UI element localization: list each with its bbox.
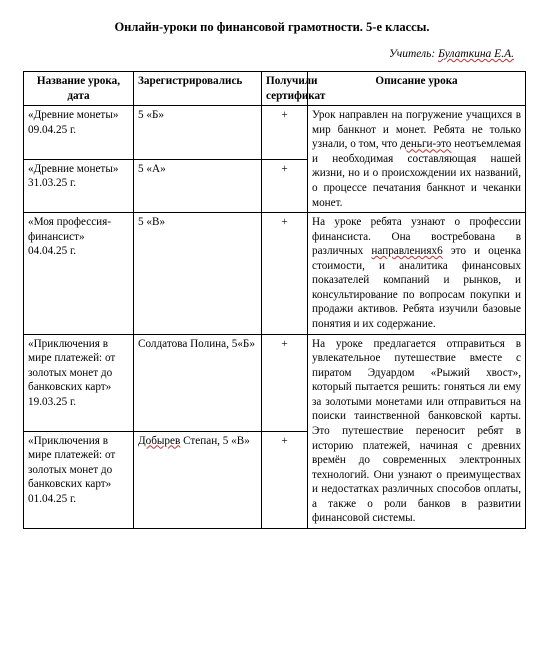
- registered-cell: Солдатова Полина, 5«Б»: [134, 334, 262, 431]
- lesson-cell: [24, 106, 134, 159]
- header-certificate: Получили сертификат: [262, 72, 308, 106]
- lesson-title: «Моя профессия-финансист»: [28, 216, 112, 243]
- description-cell: [308, 213, 526, 335]
- registered-cell: 5 «В»: [134, 213, 262, 335]
- table-row: [24, 213, 526, 335]
- description-text: неотъемлемая и необходимая составляющая нашей жизни, но и о происхождении их названий, о процессе печатания банкнот и чеканки монет.: [312, 138, 521, 209]
- description-text: деньги-это: [400, 138, 452, 151]
- lesson-date: 31.03.25 г.: [28, 177, 77, 190]
- table-row: [24, 334, 526, 431]
- certificate-cell: +: [262, 334, 308, 431]
- lesson-cell: [24, 213, 134, 335]
- description-text: направлениях6: [371, 245, 443, 258]
- teacher-name: Булаткина Е.А.: [438, 48, 514, 60]
- table-header-row: [24, 72, 526, 106]
- lesson-date: 04.04.25 г.: [28, 245, 77, 258]
- certificate-cell: +: [262, 431, 308, 528]
- registered-cell: 5 «А»: [134, 159, 262, 212]
- description-text: это и оценка стоимости, и аналитика финансовых показателей компаний и рынков, и консультирование по вопросам покупки и продажи активов. Ребята изучили базовые понятия и их содержание.: [312, 245, 522, 330]
- certificate-cell: +: [262, 106, 308, 159]
- lessons-table: [23, 71, 526, 529]
- lesson-title: «Приключения в мире платежей: от золотых монет до банковских карт»: [28, 337, 116, 394]
- description-text: Урок направлен на погружение учащихся в мир банкнот и монет. Ребята не только узнали, о том, что: [312, 109, 521, 151]
- registered-surname: Добырев: [138, 434, 181, 447]
- teacher-line: [389, 48, 514, 60]
- certificate-cell: +: [262, 159, 308, 212]
- lesson-title: «Приключения в мире платежей: от золотых монет до банковских карт»: [28, 434, 116, 491]
- description-cell: [308, 106, 526, 213]
- description-cell: На уроке предлагается отправиться в увлекательное путешествие вместе с пиратом Эдуардом «Рыжий хвост», который пытается решить: гоняться ли ему за золотыми монетами или отправиться на поиски таинственной банковской карты. Это путешествие переносит ребят в историю платежей, начиная с древних времён до современных электронных технологий. Они узнают о преимуществах и недостатках различных способов оплаты, а также о роли банков в развитии финансовой системы.: [308, 334, 526, 528]
- lesson-date: 01.04.25 г.: [28, 492, 77, 505]
- registered-cell: [134, 431, 262, 528]
- lesson-cell: [24, 159, 134, 212]
- header-registered: Зарегистрировались: [134, 72, 262, 106]
- header-description: Описание урока: [308, 72, 526, 106]
- certificate-cell: +: [262, 213, 308, 335]
- header-lesson: Название урока, дата: [24, 72, 134, 106]
- table-row: [24, 106, 526, 159]
- description-text: На уроке ребята узнают о профессии финансиста. Она востребована в различных: [312, 216, 521, 258]
- teacher-label: Учитель:: [389, 48, 439, 60]
- lesson-title: «Древние монеты»: [28, 162, 119, 175]
- lesson-date: 19.03.25 г.: [28, 395, 77, 408]
- lesson-date: 09.04.25 г.: [28, 123, 77, 136]
- registered-cell: 5 «Б»: [134, 106, 262, 159]
- lesson-cell: [24, 334, 134, 431]
- lesson-cell: [24, 431, 134, 528]
- lesson-title: «Древние монеты»: [28, 109, 119, 122]
- page-title: Онлайн-уроки по финансовой грамотности. 5-е классы.: [114, 20, 430, 34]
- registered-rest: Степан, 5 «В»: [180, 434, 250, 447]
